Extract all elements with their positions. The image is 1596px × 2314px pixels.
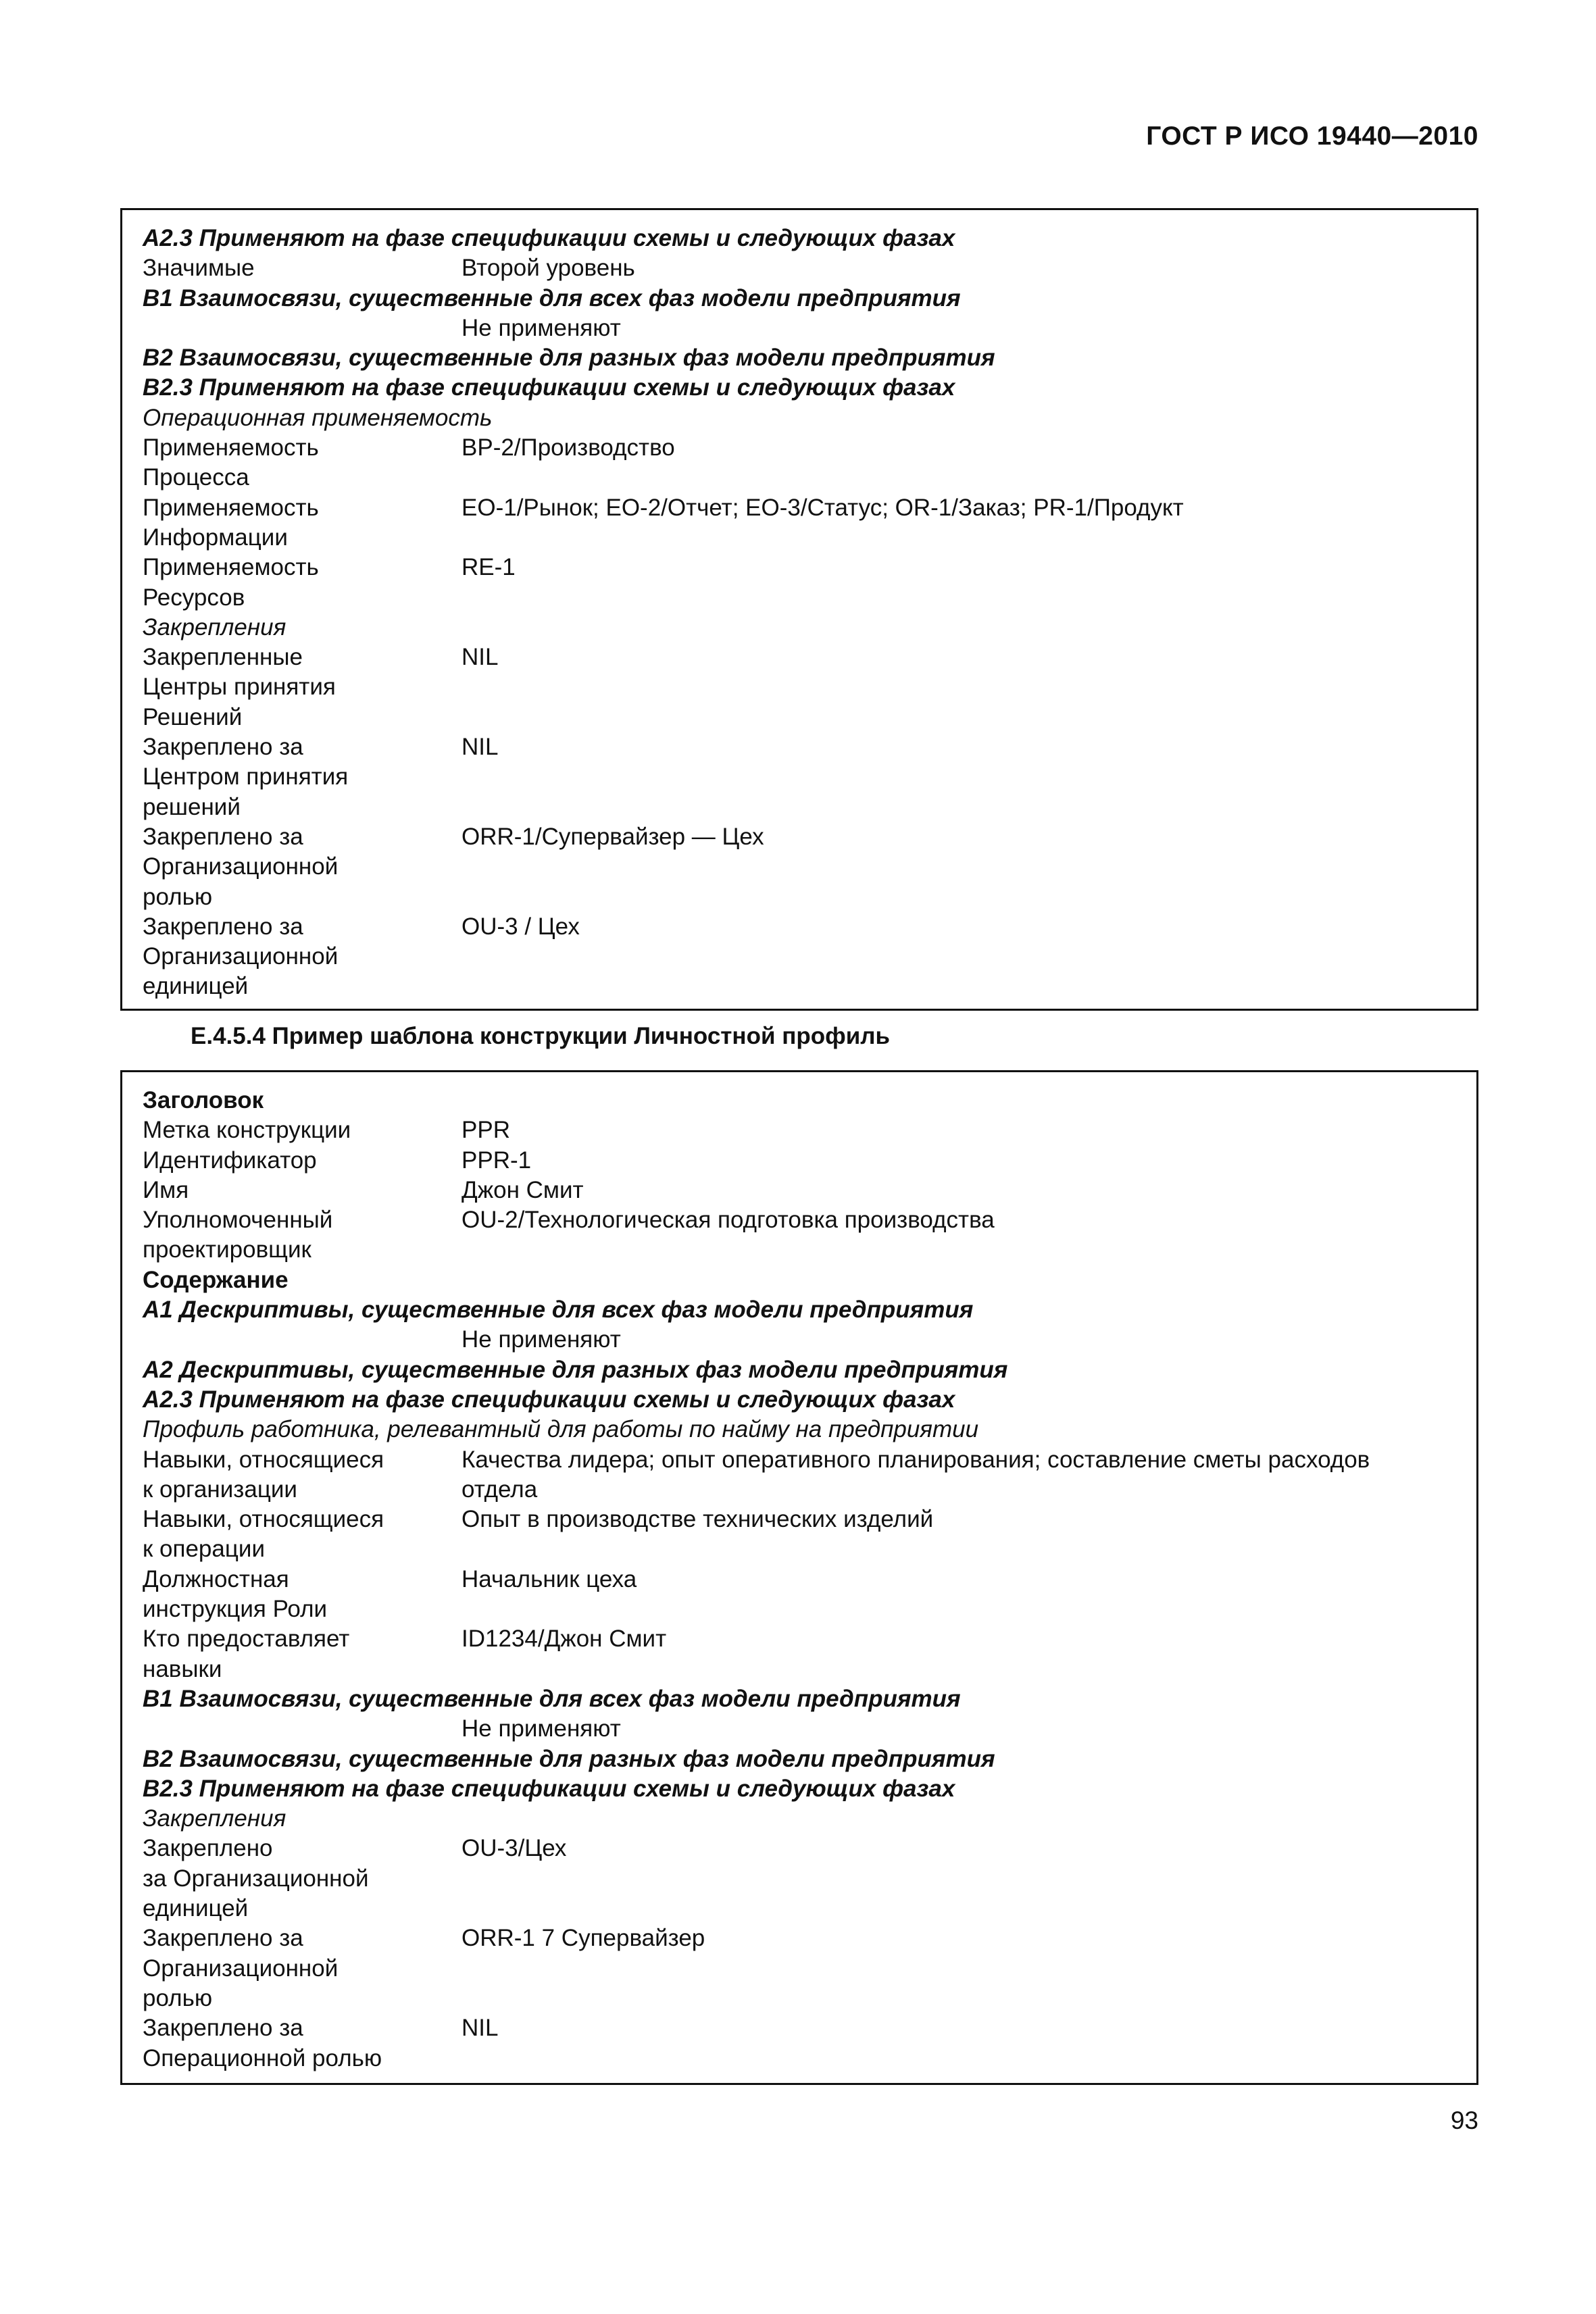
heading-b1: В1 Взаимосвязи, существенные для всех фаз модели предприятия (143, 284, 961, 311)
field-value: ORR-1 7 Супервайзер (462, 1925, 705, 1952)
row-b1 (143, 1714, 1456, 1744)
heading-content: Содержание (143, 1266, 289, 1293)
row-org-skills (143, 1445, 1456, 1505)
field-value: RE-1 (462, 554, 516, 581)
field-value: BP-2/Производство (462, 434, 675, 461)
heading-a23: А2.3 Применяют на фазе спецификации схемы и следующих фазах (143, 225, 955, 251)
row-op-skills (143, 1505, 1456, 1565)
field-label: Закреплено за Организационной ролью (143, 1925, 339, 2011)
row-resources (143, 553, 1456, 613)
row-decision-centres (143, 643, 1456, 732)
field-value: NIL (462, 2015, 499, 2042)
field-label: Метка конструкции (143, 1117, 351, 1144)
row-assigned-to-op-role (143, 2013, 1456, 2073)
field-value: OU-3 / Цех (462, 913, 580, 940)
field-value: PPR-1 (462, 1147, 532, 1174)
field-label: Кто предоставляет навыки (143, 1626, 350, 1682)
row-assigned-to-unit (143, 1834, 1456, 1923)
subheading-assignments: Закрепления (143, 613, 286, 640)
heading-header: Заголовок (143, 1087, 264, 1113)
heading-a23: А2.3 Применяют на фазе спецификации схемы и следующих фазах (143, 1386, 955, 1413)
row-assigned-to-unit (143, 912, 1456, 1002)
field-label: Должностная инструкция Роли (143, 1565, 328, 1623)
row-assigned-to-decision-centre (143, 732, 1456, 822)
row-information (143, 493, 1456, 553)
field-value: ID1234/Джон Смит (462, 1626, 667, 1653)
field-value: Опыт в производстве технических изделий (462, 1506, 934, 1533)
field-label: Закреплено за Организационной единицей (143, 913, 339, 1000)
field-label: Закрепленные Центры принятия Решений (143, 644, 336, 730)
field-label: Закреплено за Центром принятия решений (143, 734, 349, 820)
heading-b1: В1 Взаимосвязи, существенные для всех фаз модели предприятия (143, 1685, 961, 1712)
row-skills-provider (143, 1624, 1456, 1684)
field-value: PPR (462, 1117, 510, 1144)
row-name (143, 1176, 1456, 1205)
field-label: Значимые (143, 255, 255, 282)
document-header: ГОСТ Р ИСО 19440—2010 (1146, 122, 1478, 151)
field-value: Не применяют (462, 1715, 621, 1742)
subheading-profile: Профиль работника, релевантный для работы по найму на предприятии (143, 1416, 979, 1443)
field-label: Закреплено за Организационной единицей (143, 1835, 369, 1922)
row-a1 (143, 1325, 1456, 1355)
field-label: Уполномоченный проектировщик (143, 1207, 333, 1263)
field-value: Второй уровень (462, 255, 635, 282)
row-assigned-to-role (143, 1923, 1456, 2013)
field-value: ORR-1/Супервайзер — Цех (462, 823, 764, 850)
heading-b2: В2 Взаимосвязи, существенные для разных фаз модели предприятия (143, 1745, 995, 1772)
field-value: Не применяют (462, 1326, 621, 1353)
field-label: Идентификатор (143, 1147, 317, 1174)
field-value: OU-3/Цех (462, 1835, 567, 1862)
subheading-assignments: Закрепления (143, 1805, 286, 1832)
row-process (143, 433, 1456, 493)
heading-b23: В2.3 Применяют на фазе спецификации схемы и следующих фазах (143, 1775, 955, 1802)
field-label: Применяемость Процесса (143, 434, 319, 491)
row-construct-label (143, 1115, 1456, 1145)
heading-b23: В2.3 Применяют на фазе спецификации схемы и следующих фазах (143, 374, 955, 401)
row-identifier (143, 1146, 1456, 1176)
subheading-operational: Операционная применяемость (143, 404, 493, 431)
page-number: 93 (1450, 2107, 1478, 2134)
row-b1 (143, 313, 1456, 343)
field-label: Навыки, относящиеся к организации (143, 1446, 384, 1503)
heading-a1: А1 Дескриптивы, существенные для всех фаз модели предприятия (143, 1297, 974, 1324)
field-value: Джон Смит (462, 1176, 584, 1203)
field-label: Навыки, относящиеся к операции (143, 1506, 384, 1563)
personal-profile-template (120, 1070, 1478, 2085)
field-value: Начальник цеха (462, 1565, 637, 1592)
field-value: Не применяют (462, 314, 621, 341)
field-label: Применяемость Информации (143, 494, 319, 551)
field-label: Закреплено за Организационной ролью (143, 823, 339, 910)
field-label: Закреплено за Операционной ролью (143, 2015, 382, 2071)
heading-b2: В2 Взаимосвязи, существенные для разных фаз модели предприятия (143, 345, 995, 372)
row-assigned-to-role (143, 822, 1456, 912)
field-value: EO-1/Рынок; EO-2/Отчет; EO-3/Статус; OR-1/Заказ; PR-1/Продукт (462, 494, 1184, 521)
field-value: NIL (462, 644, 499, 671)
heading-a2: А2 Дескриптивы, существенные для разных фаз модели предприятия (143, 1356, 1008, 1383)
section-title: Е.4.5.4 Пример шаблона конструкции Личностной профиль (191, 1023, 890, 1049)
field-value: OU-2/Технологическая подготовка производства (462, 1207, 995, 1234)
row-designer (143, 1205, 1456, 1265)
construct-table-continuation (120, 208, 1478, 1011)
row-job-description (143, 1565, 1456, 1625)
field-label: Применяемость Ресурсов (143, 554, 319, 611)
field-label: Имя (143, 1176, 189, 1203)
field-value: NIL (462, 734, 499, 761)
field-value: Качества лидера; опыт оперативного планирования; составление сметы расходов отдела (462, 1446, 1370, 1503)
row-significant (143, 253, 1456, 283)
